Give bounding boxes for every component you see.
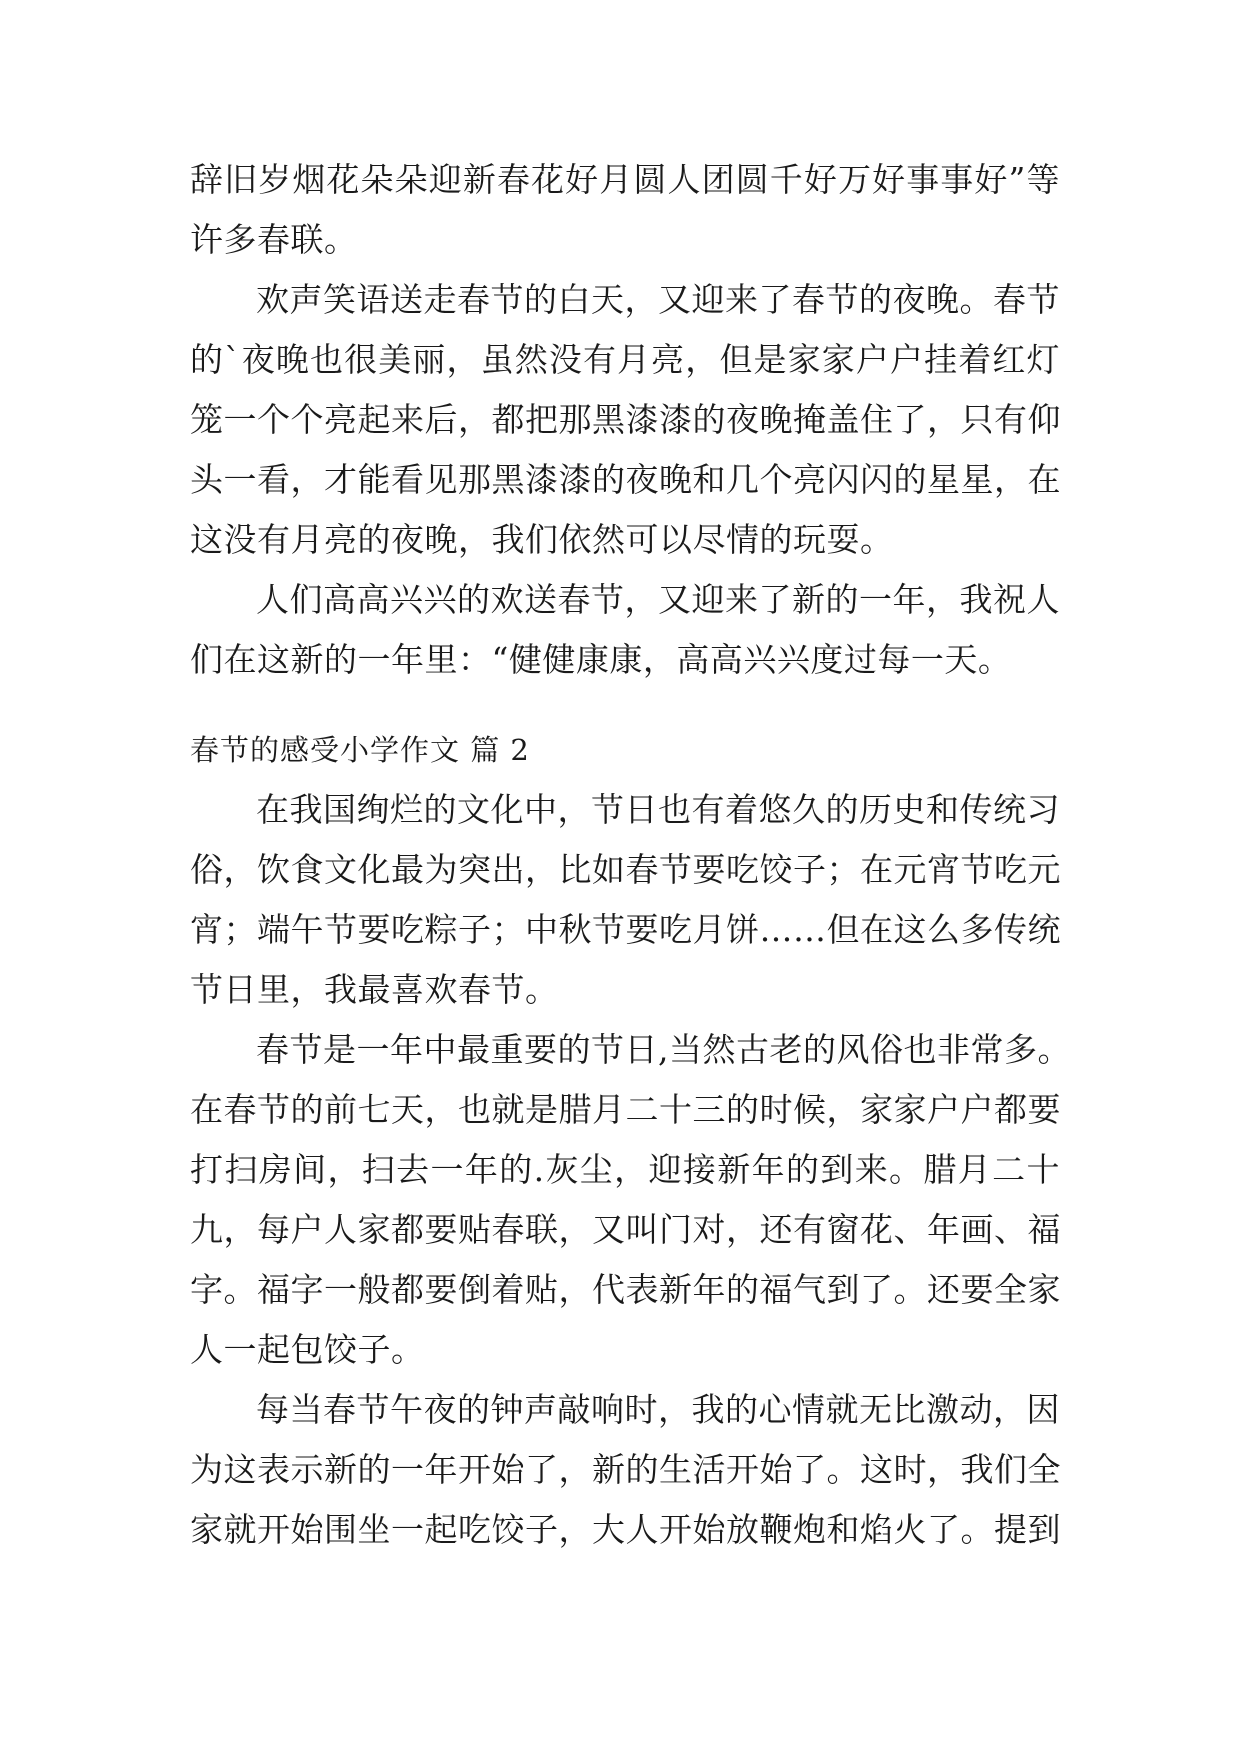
section-heading: 春节的感受小学作文 篇 2 — [190, 733, 530, 767]
text-line: 的`夜晚也很美丽，虽然没有月亮，但是家家户户挂着红灯 — [190, 340, 1060, 379]
text-line: 每当春节午夜的钟声敲响时，我的心情就无比激动，因 — [256, 1390, 1060, 1429]
document-page — [190, 150, 1071, 1560]
text-line: 节日里，我最喜欢春节。 — [190, 970, 559, 1009]
text-line: 为这表示新的一年开始了，新的生活开始了。这时，我们全 — [190, 1450, 1061, 1489]
text-line: 人一起包饺子。 — [190, 1330, 425, 1369]
text-line: 宵；端午节要吃粽子；中秋节要吃月饼……但在这么多传统 — [190, 910, 1061, 949]
text-line: 家就开始围坐一起吃饺子，大人开始放鞭炮和焰火了。提到 — [190, 1510, 1061, 1549]
paragraph — [190, 270, 1060, 570]
paragraph — [190, 150, 1060, 270]
text-line: 头一看，才能看见那黑漆漆的夜晚和几个亮闪闪的星星，在 — [190, 460, 1061, 499]
text-line: 这没有月亮的夜晚，我们依然可以尽情的玩耍。 — [190, 520, 894, 559]
text-line: 在春节的前七天，也就是腊月二十三的时候，家家户户都要 — [190, 1090, 1061, 1129]
paragraph — [190, 780, 1060, 1020]
section-gap — [190, 690, 1060, 720]
text-line: 春节是一年中最重要的节日,当然古老的风俗也非常多。 — [256, 1030, 1071, 1069]
paragraph — [190, 1020, 1071, 1380]
text-line: 辞旧岁烟花朵朵迎新春花好月圆人团圆千好万好事事好”等 — [190, 160, 1060, 199]
text-line: 人们高高兴兴的欢送春节，又迎来了新的一年，我祝人 — [256, 580, 1060, 619]
text-line: 笼一个个亮起来后，都把那黑漆漆的夜晚掩盖住了，只有仰 — [190, 400, 1061, 439]
text-line: 九，每户人家都要贴春联，又叫门对，还有窗花、年画、福 — [190, 1210, 1061, 1249]
paragraph — [190, 1380, 1060, 1560]
text-line: 们在这新的一年里：“健健康康，高高兴兴度过每一天。 — [190, 640, 1012, 679]
text-line: 字。福字一般都要倒着贴，代表新年的福气到了。还要全家 — [190, 1270, 1061, 1309]
text-line: 俗，饮食文化最为突出，比如春节要吃饺子；在元宵节吃元 — [190, 850, 1061, 889]
paragraph — [190, 570, 1060, 690]
text-line: 欢声笑语送走春节的白天，又迎来了春节的夜晚。春节 — [256, 280, 1060, 319]
text-line: 在我国绚烂的文化中，节日也有着悠久的历史和传统习 — [256, 790, 1060, 829]
text-line: 许多春联。 — [190, 220, 358, 259]
text-line: 打扫房间，扫去一年的.灰尘，迎接新年的到来。腊月二十 — [190, 1150, 1060, 1189]
